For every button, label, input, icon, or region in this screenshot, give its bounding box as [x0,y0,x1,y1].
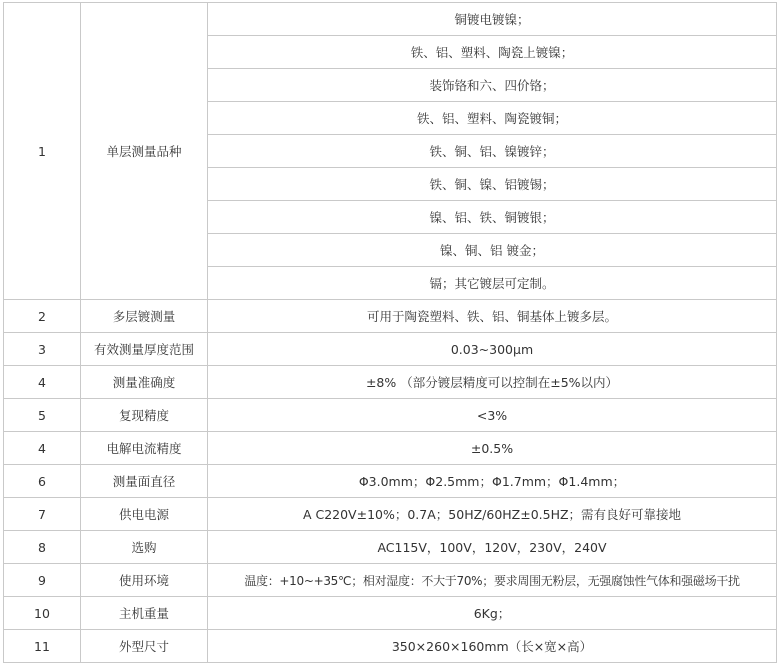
row-number: 4 [4,432,81,465]
row-value: 铁、铝、塑料、陶瓷上镀镍； [208,36,777,69]
row-value: <3% [208,399,777,432]
table-row [4,597,777,630]
row-value: 装饰铬和六、四价铬； [208,69,777,102]
row-number: 4 [4,366,81,399]
row-label: 有效测量厚度范围 [81,333,208,366]
row-value: 镍、铜、铝 镀金； [208,234,777,267]
row-number: 7 [4,498,81,531]
row-label: 选购 [81,531,208,564]
row-value: Φ3.0mm；Φ2.5mm；Φ1.7mm；Φ1.4mm； [208,465,777,498]
row-value: A C220V±10%；0.7A；50HZ/60HZ±0.5HZ；需有良好可靠接地 [208,498,777,531]
row-label: 电解电流精度 [81,432,208,465]
row-label: 供电电源 [81,498,208,531]
row-label: 复现精度 [81,399,208,432]
table-row [4,399,777,432]
table-row [4,465,777,498]
row-value: 温度：+10~+35℃；相对湿度：不大于70%；要求周围无粉层，无强腐蚀性气体和强磁场干扰 [208,564,777,597]
row-value: 可用于陶瓷塑料、铁、铝、铜基体上镀多层。 [208,300,777,333]
row-label: 测量面直径 [81,465,208,498]
row-value: 铁、铝、塑料、陶瓷镀铜； [208,102,777,135]
table-row [4,300,777,333]
row-number: 1 [4,3,81,300]
row-label: 测量准确度 [81,366,208,399]
row-value: ±0.5% [208,432,777,465]
row-number: 9 [4,564,81,597]
row-number: 11 [4,630,81,663]
table-row [4,3,777,36]
spec-table [3,2,777,663]
row-number: 2 [4,300,81,333]
row-number: 6 [4,465,81,498]
table-row [4,498,777,531]
row-value: AC115V，100V，120V，230V，240V [208,531,777,564]
row-value: 镉；其它镀层可定制。 [208,267,777,300]
row-number: 3 [4,333,81,366]
row-label: 使用环境 [81,564,208,597]
row-value: 0.03~300μm [208,333,777,366]
row-value: 铁、铜、铝、镍镀锌； [208,135,777,168]
table-row [4,531,777,564]
row-value: 350×260×160mm（长×宽×高） [208,630,777,663]
row-value: 镍、铝、铁、铜镀银； [208,201,777,234]
row-value: 6Kg； [208,597,777,630]
table-row [4,564,777,597]
table-row [4,333,777,366]
row-number: 5 [4,399,81,432]
row-value: 铜镀电镀镍； [208,3,777,36]
spec-table-body [4,3,777,663]
row-label: 多层镀测量 [81,300,208,333]
row-value: 铁、铜、镍、铝镀锡； [208,168,777,201]
table-row [4,630,777,663]
row-number: 10 [4,597,81,630]
row-number: 8 [4,531,81,564]
row-value: ±8% （部分镀层精度可以控制在±5%以内） [208,366,777,399]
row-label: 主机重量 [81,597,208,630]
row-label: 外型尺寸 [81,630,208,663]
table-row [4,432,777,465]
row-label: 单层测量品种 [81,3,208,300]
table-row [4,366,777,399]
